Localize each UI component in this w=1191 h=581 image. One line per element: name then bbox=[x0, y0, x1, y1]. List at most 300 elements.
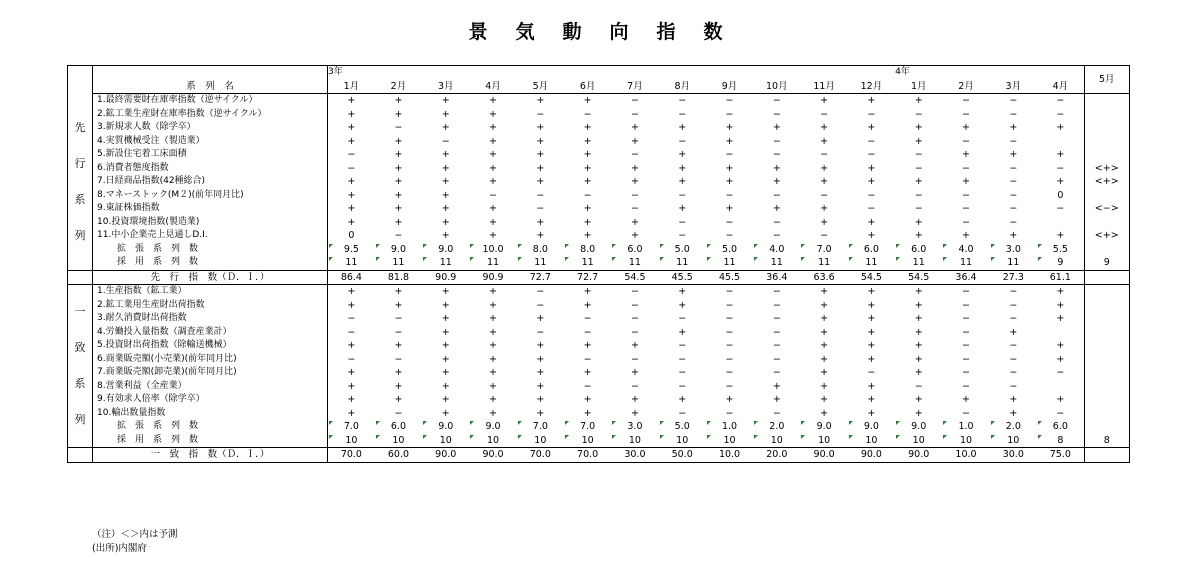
leading-row-row bbox=[68, 189, 1130, 203]
sign-cell: + bbox=[583, 149, 592, 160]
sign-cell: + bbox=[441, 149, 450, 160]
adopt-value: 11 bbox=[422, 256, 469, 270]
series-label: 7.日経商品指数(42種総合) bbox=[97, 176, 206, 186]
title-char: 指 bbox=[656, 21, 676, 43]
sign-cell: − bbox=[678, 380, 687, 392]
title-char: 動 bbox=[562, 21, 582, 43]
adopt-value: 10 bbox=[422, 434, 469, 448]
sign-cell: + bbox=[914, 135, 923, 147]
sign-cell: + bbox=[630, 394, 639, 405]
sign-cell: + bbox=[820, 367, 829, 378]
sign-cell: − bbox=[1009, 353, 1018, 365]
leading-row-row bbox=[68, 162, 1130, 176]
series-label: 1.生産指数（鉱工業） bbox=[97, 286, 187, 296]
sign-cell: + bbox=[536, 353, 545, 365]
sign-cell: + bbox=[489, 353, 498, 365]
coincident-adopt-row bbox=[68, 434, 1130, 448]
sign-cell: + bbox=[1056, 230, 1065, 241]
adopt-value: 11 bbox=[848, 256, 895, 270]
forecast-cell bbox=[1084, 366, 1129, 380]
sign-cell: + bbox=[725, 203, 734, 214]
adopt-value: 11 bbox=[469, 256, 516, 270]
sign-cell: − bbox=[962, 407, 970, 419]
expand-value: 3.0 bbox=[990, 243, 1037, 257]
sign-cell: − bbox=[678, 95, 687, 106]
sign-cell: + bbox=[489, 203, 498, 214]
sign-cell: + bbox=[962, 149, 970, 160]
sign-cell: − bbox=[914, 189, 923, 201]
sign-cell: + bbox=[1056, 149, 1065, 160]
di-value: 61.1 bbox=[1037, 270, 1084, 285]
sign-cell: + bbox=[820, 340, 829, 351]
sign-cell: + bbox=[536, 230, 545, 241]
sign-cell: + bbox=[678, 176, 687, 187]
sign-cell: − bbox=[583, 108, 592, 120]
sign-cell: − bbox=[1056, 407, 1065, 419]
sign-cell: + bbox=[394, 162, 403, 174]
sign-cell: − bbox=[867, 108, 876, 120]
sign-cell: − bbox=[962, 340, 970, 351]
sign-cell: − bbox=[630, 286, 639, 297]
adopt-value: 11 bbox=[517, 256, 564, 270]
sign-cell: − bbox=[725, 326, 734, 338]
sign-cell: − bbox=[962, 189, 970, 201]
sign-cell: + bbox=[678, 203, 687, 214]
sign-cell: + bbox=[441, 286, 450, 297]
adopt-value: 10 bbox=[848, 434, 895, 448]
sign-cell: − bbox=[725, 353, 734, 365]
expand-value: 2.0 bbox=[753, 420, 800, 434]
sign-cell: + bbox=[914, 230, 923, 241]
sign-cell: − bbox=[867, 149, 876, 160]
sign-cell: + bbox=[962, 394, 970, 405]
month-header: 7月 bbox=[611, 80, 658, 94]
title-char: 向 bbox=[609, 21, 629, 43]
sign-cell: + bbox=[394, 176, 403, 187]
sign-cell: + bbox=[583, 286, 592, 297]
sign-cell: + bbox=[441, 367, 450, 378]
sign-cell: + bbox=[394, 380, 403, 392]
sign-cell: + bbox=[820, 380, 829, 392]
sign-cell: + bbox=[394, 189, 403, 201]
source-note: (出所)内閣府 bbox=[92, 543, 147, 554]
coincident-row-row bbox=[68, 326, 1130, 340]
sign-cell: + bbox=[820, 299, 829, 311]
sign-cell: + bbox=[867, 299, 876, 311]
sign-cell: − bbox=[678, 407, 687, 419]
sign-cell: − bbox=[1009, 176, 1018, 187]
sign-cell: + bbox=[678, 394, 687, 405]
sign-cell: + bbox=[867, 394, 876, 405]
sign-cell: − bbox=[536, 299, 545, 311]
sign-cell: − bbox=[725, 286, 734, 297]
sign-cell: + bbox=[441, 162, 450, 174]
sign-cell: − bbox=[394, 326, 403, 338]
sign-cell: − bbox=[678, 135, 687, 147]
sign-cell: + bbox=[867, 353, 876, 365]
di-value: 63.6 bbox=[800, 270, 847, 285]
sign-cell: − bbox=[1056, 203, 1065, 214]
sign-cell: + bbox=[536, 95, 545, 106]
adopt-value: 8 bbox=[1037, 434, 1084, 448]
series-label: 5.新設住宅着工床面積 bbox=[97, 149, 187, 159]
sign-cell: + bbox=[328, 407, 375, 421]
sign-cell: + bbox=[1009, 326, 1018, 338]
series-label: 3.耐久消費財出荷指数 bbox=[97, 313, 187, 323]
sign-cell: − bbox=[630, 95, 639, 106]
sign-cell: + bbox=[678, 122, 687, 133]
sign-cell: + bbox=[489, 108, 498, 120]
sign-cell: + bbox=[1056, 353, 1065, 365]
sign-cell: + bbox=[328, 121, 375, 135]
coincident-expand-row bbox=[68, 420, 1130, 434]
sign-cell: + bbox=[489, 162, 498, 174]
sign-cell: − bbox=[583, 380, 592, 392]
sign-cell: − bbox=[725, 95, 734, 106]
sign-cell: − bbox=[441, 135, 450, 147]
leading-row-row bbox=[68, 108, 1130, 122]
sign-cell: − bbox=[630, 326, 639, 338]
adopt-value: 11 bbox=[375, 256, 422, 270]
sign-cell: + bbox=[630, 407, 639, 419]
sign-cell: + bbox=[328, 380, 375, 394]
page-title bbox=[0, 17, 1191, 44]
sign-cell: − bbox=[914, 203, 923, 214]
expand-value: 4.0 bbox=[942, 243, 989, 257]
month-header: 11月 bbox=[800, 80, 847, 94]
group-char: 列 bbox=[74, 228, 86, 242]
coincident-row-row bbox=[68, 353, 1130, 367]
sign-cell: − bbox=[1009, 299, 1018, 311]
adopt-value: 10 bbox=[753, 434, 800, 448]
group-char: 先 bbox=[74, 120, 86, 134]
leading-row-row bbox=[68, 135, 1130, 149]
sign-cell: + bbox=[394, 367, 403, 378]
sign-cell: + bbox=[441, 108, 450, 120]
adopt-value: 10 bbox=[942, 434, 989, 448]
di-value: 45.5 bbox=[659, 270, 706, 285]
sign-cell: + bbox=[820, 326, 829, 338]
forecast-cell bbox=[1084, 135, 1129, 149]
group-char: 行 bbox=[74, 156, 86, 170]
month-header: 2月 bbox=[942, 80, 989, 94]
sign-cell: + bbox=[536, 216, 545, 228]
di-value: 90.9 bbox=[422, 270, 469, 285]
sign-cell: − bbox=[489, 189, 498, 201]
coincident-row-row bbox=[68, 407, 1130, 421]
sign-cell: + bbox=[328, 135, 375, 149]
sign-cell: + bbox=[820, 394, 829, 405]
sign-cell: + bbox=[536, 176, 545, 187]
series-label: 9.有効求人倍率（除学卒） bbox=[97, 394, 205, 404]
month-header: 12月 bbox=[848, 80, 895, 94]
sign-cell: + bbox=[1056, 394, 1065, 405]
expand-value: 1.0 bbox=[942, 420, 989, 434]
forecast-cell bbox=[1084, 189, 1129, 203]
sign-cell: + bbox=[772, 162, 781, 174]
month-header: 2月 bbox=[375, 80, 422, 94]
sign-cell: + bbox=[441, 203, 450, 214]
forecast-note: （注）＜＞内は予測 bbox=[92, 529, 178, 540]
sign-cell: + bbox=[536, 162, 545, 174]
di-value: 10.0 bbox=[942, 448, 989, 463]
sign-cell: − bbox=[328, 148, 375, 162]
adopt-value: 10 bbox=[895, 434, 942, 448]
adopt-value: 10 bbox=[375, 434, 422, 448]
expand-value: 8.0 bbox=[564, 243, 611, 257]
sign-cell: − bbox=[914, 108, 923, 120]
sign-cell: − bbox=[1009, 286, 1018, 297]
sign-cell: − bbox=[914, 162, 923, 174]
sign-cell: + bbox=[583, 162, 592, 174]
forecast-cell bbox=[1084, 326, 1129, 340]
sign-cell: − bbox=[394, 230, 403, 241]
sign-cell: + bbox=[962, 176, 970, 187]
sign-cell: + bbox=[489, 299, 498, 311]
expand-value: 9.0 bbox=[895, 420, 942, 434]
sign-cell: + bbox=[489, 230, 498, 241]
group-char: 系 bbox=[74, 377, 86, 390]
adopt-value: 10 bbox=[706, 434, 753, 448]
sign-cell: − bbox=[962, 353, 970, 365]
sign-cell: + bbox=[630, 367, 639, 378]
month-header: 3月 bbox=[422, 80, 469, 94]
di-value: 70.0 bbox=[328, 448, 375, 463]
sign-cell: + bbox=[441, 230, 450, 241]
series-label: 1.最終需要財在庫率指数（逆サイクル） bbox=[97, 95, 258, 105]
expand-value: 9.0 bbox=[800, 420, 847, 434]
series-label: 3.新規求人数（除学卒） bbox=[97, 122, 196, 132]
sign-cell: 0 bbox=[328, 229, 375, 243]
expand-value: 6.0 bbox=[375, 420, 422, 434]
sign-cell: − bbox=[1056, 162, 1065, 174]
sign-cell: + bbox=[1009, 149, 1018, 160]
sign-cell: + bbox=[441, 122, 450, 133]
sign-cell: + bbox=[820, 286, 829, 297]
sign-cell: − bbox=[962, 162, 970, 174]
di-value: 30.0 bbox=[611, 448, 658, 463]
sign-cell: + bbox=[914, 407, 923, 419]
di-value: 75.0 bbox=[1037, 448, 1084, 463]
expand-value: 9.0 bbox=[469, 420, 516, 434]
sign-cell: − bbox=[678, 189, 687, 201]
expand-value: 5.0 bbox=[659, 420, 706, 434]
series-label: 10.輸出数量指数 bbox=[97, 407, 166, 418]
sign-cell: + bbox=[328, 299, 375, 313]
expand-value: 6.0 bbox=[1037, 420, 1084, 434]
di-value: 36.4 bbox=[753, 270, 800, 285]
sign-cell: + bbox=[328, 366, 375, 380]
forecast-cell bbox=[1084, 285, 1129, 299]
sign-cell: + bbox=[867, 162, 876, 174]
sign-cell: − bbox=[725, 108, 734, 120]
adopt-value: 10 bbox=[469, 434, 516, 448]
header-month-row bbox=[68, 80, 1130, 94]
sign-cell: + bbox=[867, 216, 876, 228]
sign-cell: + bbox=[725, 176, 734, 187]
sign-cell: − bbox=[583, 326, 592, 338]
expand-value: 7.0 bbox=[517, 420, 564, 434]
forecast-cell bbox=[1084, 148, 1129, 162]
sign-cell bbox=[1037, 135, 1084, 149]
sign-cell: − bbox=[772, 189, 781, 201]
sign-cell: + bbox=[536, 135, 545, 147]
sign-cell: − bbox=[914, 149, 923, 160]
forecast-cell: <+> bbox=[1084, 162, 1129, 176]
sign-cell: + bbox=[489, 313, 498, 324]
month-header: 9月 bbox=[706, 80, 753, 94]
sign-cell: − bbox=[394, 313, 403, 324]
sign-cell: + bbox=[1009, 394, 1018, 405]
sign-cell: + bbox=[536, 340, 545, 351]
sign-cell: − bbox=[725, 367, 734, 378]
sign-cell: + bbox=[394, 286, 403, 297]
sign-cell: − bbox=[867, 367, 876, 378]
sign-cell: − bbox=[962, 380, 970, 392]
month-header: 4月 bbox=[469, 80, 516, 94]
sign-cell: + bbox=[394, 149, 403, 160]
sign-cell: − bbox=[630, 353, 639, 365]
sign-cell: − bbox=[772, 149, 781, 160]
sign-cell: − bbox=[536, 286, 545, 297]
sign-cell: + bbox=[489, 122, 498, 133]
sign-cell: − bbox=[1009, 135, 1018, 147]
sign-cell: 0 bbox=[1057, 189, 1064, 201]
sign-cell: + bbox=[914, 176, 923, 187]
sign-cell: + bbox=[328, 94, 375, 108]
sign-cell: + bbox=[772, 122, 781, 133]
expand-value: 7.0 bbox=[564, 420, 611, 434]
sign-cell: + bbox=[328, 108, 375, 122]
sign-cell: − bbox=[1009, 380, 1018, 392]
leading-expand-row bbox=[68, 243, 1130, 257]
sign-cell: + bbox=[820, 203, 829, 214]
sign-cell: + bbox=[678, 299, 687, 311]
sign-cell: + bbox=[536, 367, 545, 378]
month-header: 1月 bbox=[328, 80, 375, 94]
series-label: 8.営業利益（全産業） bbox=[97, 380, 187, 391]
sign-cell: − bbox=[962, 313, 970, 324]
sign-cell: − bbox=[725, 299, 734, 311]
sign-cell: − bbox=[1056, 108, 1065, 120]
forecast-cell bbox=[1084, 299, 1129, 313]
adopt-value: 11 bbox=[659, 256, 706, 270]
forecast-cell bbox=[1084, 407, 1129, 421]
expand-value: 9.0 bbox=[422, 420, 469, 434]
sign-cell: + bbox=[489, 367, 498, 378]
sign-cell: − bbox=[772, 407, 781, 419]
sign-cell: − bbox=[772, 135, 781, 147]
sign-cell: − bbox=[772, 313, 781, 324]
sign-cell: − bbox=[328, 162, 375, 176]
sign-cell: + bbox=[441, 313, 450, 324]
di-label: 一 致 指 数（Ｄ．Ｉ．） bbox=[93, 448, 328, 463]
leading-row-row bbox=[68, 202, 1130, 216]
expand-value: 5.0 bbox=[659, 243, 706, 257]
sign-cell: − bbox=[962, 95, 970, 106]
sign-cell: − bbox=[536, 326, 545, 338]
forecast-cell bbox=[1084, 353, 1129, 367]
sign-cell: − bbox=[1056, 367, 1065, 378]
sign-cell: − bbox=[1056, 95, 1065, 106]
sign-cell: − bbox=[772, 326, 781, 338]
di-label: 先 行 指 数（Ｄ．Ｉ．） bbox=[93, 270, 328, 285]
forecast-cell bbox=[1084, 393, 1129, 407]
sign-cell: − bbox=[725, 340, 734, 351]
sign-cell: − bbox=[725, 313, 734, 324]
di-value: 70.0 bbox=[517, 448, 564, 463]
adopt-value: 9 bbox=[1037, 256, 1084, 270]
sign-cell: − bbox=[820, 230, 829, 241]
sign-cell: + bbox=[583, 407, 592, 419]
sign-cell: + bbox=[394, 108, 403, 120]
sign-cell: − bbox=[630, 149, 639, 160]
series-label: 5.投資財出荷指数（除輸送機械） bbox=[97, 340, 232, 350]
sign-cell: + bbox=[914, 216, 923, 228]
sign-cell: + bbox=[441, 353, 450, 365]
sign-cell: − bbox=[962, 203, 970, 214]
coincident-di-row bbox=[68, 448, 1130, 463]
sign-cell: − bbox=[962, 135, 970, 147]
expand-value: 9.0 bbox=[422, 243, 469, 257]
sign-cell: + bbox=[536, 380, 545, 392]
series-label: 2.鉱工業用生産財出荷指数 bbox=[97, 299, 205, 310]
sign-cell: + bbox=[489, 407, 498, 419]
sign-cell: − bbox=[1009, 367, 1018, 378]
group-char: 列 bbox=[74, 413, 86, 426]
sign-cell bbox=[1037, 380, 1084, 394]
business-conditions-table bbox=[67, 65, 1130, 463]
sign-cell: + bbox=[914, 286, 923, 297]
sign-cell: + bbox=[441, 326, 450, 338]
sign-cell: + bbox=[914, 313, 923, 324]
adopt-label: 採 用 系 列 数 bbox=[117, 434, 199, 445]
sign-cell: + bbox=[441, 380, 450, 392]
sign-cell: − bbox=[678, 353, 687, 365]
sign-cell: − bbox=[772, 340, 781, 351]
series-label: 10.投資環境指数(製造業) bbox=[97, 216, 200, 227]
adopt-value: 11 bbox=[895, 256, 942, 270]
sign-cell: + bbox=[394, 203, 403, 214]
series-label: 4.実質機械受注（製造業） bbox=[97, 135, 205, 146]
leading-row-row bbox=[68, 216, 1130, 230]
sign-cell: − bbox=[1009, 340, 1018, 351]
leading-row-row bbox=[68, 94, 1130, 108]
sign-cell: + bbox=[867, 326, 876, 338]
di-value: 90.0 bbox=[800, 448, 847, 463]
expand-value: 8.0 bbox=[517, 243, 564, 257]
leading-di-row bbox=[68, 270, 1130, 285]
sign-cell: + bbox=[489, 380, 498, 392]
sign-cell: + bbox=[772, 394, 781, 405]
sign-cell: − bbox=[1009, 95, 1018, 106]
sign-cell: + bbox=[536, 394, 545, 405]
sign-cell: − bbox=[1009, 203, 1018, 214]
sign-cell: + bbox=[630, 162, 639, 174]
sign-cell: + bbox=[394, 216, 403, 228]
sign-cell: + bbox=[772, 380, 781, 392]
sign-cell: + bbox=[867, 380, 876, 392]
sign-cell: + bbox=[914, 326, 923, 338]
series-label: 11.中小企業売上見通しD.I. bbox=[97, 230, 208, 240]
sign-cell: + bbox=[536, 149, 545, 160]
sign-cell: + bbox=[328, 202, 375, 216]
adopt-value: 11 bbox=[564, 256, 611, 270]
title-char: 景 bbox=[468, 21, 488, 43]
sign-cell: − bbox=[678, 340, 687, 351]
expand-value: 7.0 bbox=[800, 243, 847, 257]
sign-cell: − bbox=[914, 380, 923, 392]
